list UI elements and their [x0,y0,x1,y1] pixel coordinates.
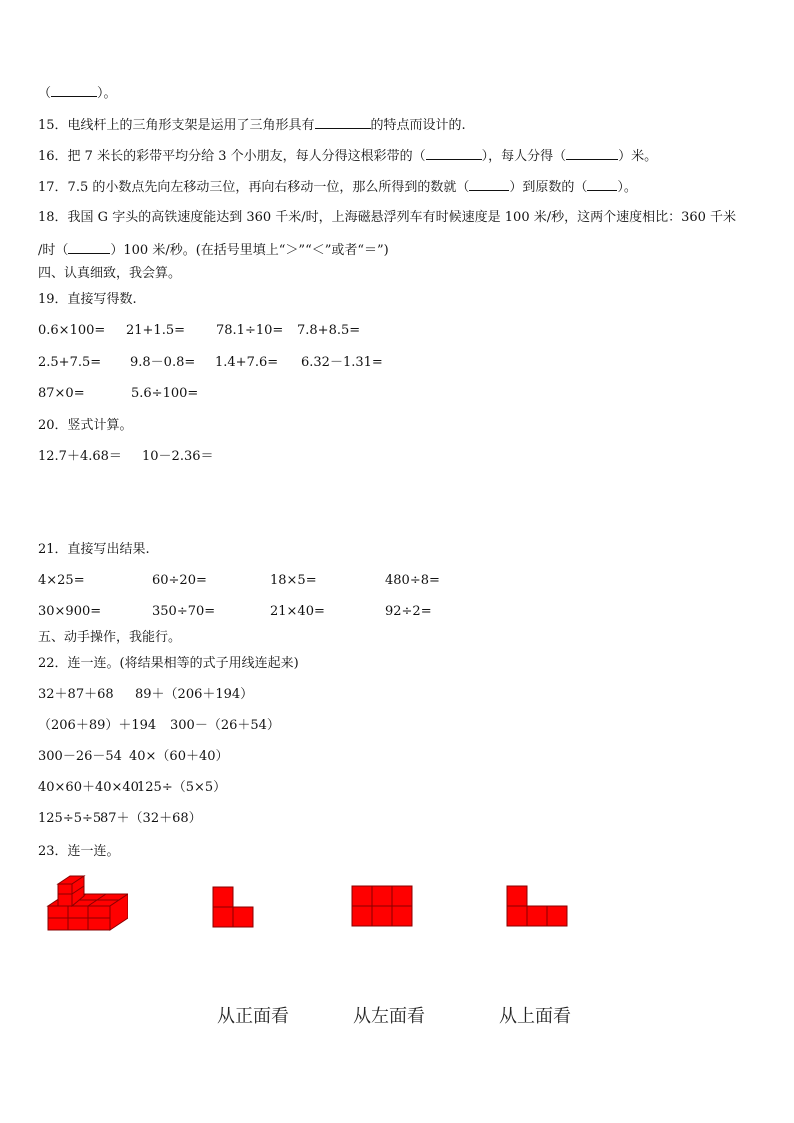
q21-expr: 18×5= [270,573,317,588]
q20-expr: 12.7＋4.68＝ [38,449,122,464]
q21-expr: 92÷2= [385,604,432,619]
caption-top-view[interactable]: 从上面看 [499,1006,571,1027]
q19-expr: 9.8－0.8= [130,355,196,370]
q20-expr: 10－2.36＝ [142,449,214,464]
answer-blank[interactable] [315,116,371,129]
question-16: 16．把 7 米长的彩带平均分给 3 个小朋友，每人分得这根彩带的（ ），每人分得（ ）米。 [38,149,658,164]
q21-expr: 21×40= [270,604,325,619]
answer-blank[interactable] [51,84,97,97]
side-view-figure[interactable] [506,885,568,927]
caption-front-view[interactable]: 从正面看 [217,1006,289,1027]
question-23-title: 23．连一连。 [38,844,120,859]
q22-right-expr[interactable]: 40×（60＋40） [129,749,229,764]
q22-right-expr[interactable]: 89＋（206＋194） [135,687,254,702]
q21-expr: 30×900= [38,604,102,619]
q19-expr: 78.1÷10= [216,323,284,338]
caption-left-view[interactable]: 从左面看 [353,1006,425,1027]
section-4-heading: 四、认真细致，我会算。 [38,266,182,281]
q21-expr: 480÷8= [385,573,440,588]
answer-blank[interactable] [68,241,110,254]
front-view-figure[interactable] [212,886,256,930]
question-18-line-2: /时（ ）100 米/秒。(在括号里填上“＞”“＜”或者“＝”) [38,243,389,258]
q21-expr: 4×25= [38,573,85,588]
question-18-line-1: 18．我国 G 字头的高铁速度能达到 360 千米/时，上海磁悬浮列车有时候速度是 100 米/秒，这两个速度相比：360 千米 [38,210,737,225]
q19-expr: 87×0= [38,386,85,401]
question-21-title: 21．直接写出结果. [38,542,150,557]
answer-blank[interactable] [426,147,482,160]
answer-blank[interactable] [469,178,509,191]
previous-question-tail: （ ）。 [38,86,117,101]
q22-right-expr[interactable]: 87＋（32＋68） [100,811,202,826]
section-5-heading: 五、动手操作，我能行。 [38,630,182,645]
q22-left-expr[interactable]: 40×60＋40×40 [38,780,139,795]
q22-left-expr[interactable]: （206＋89）＋194 [38,718,157,733]
q19-expr: 21+1.5= [126,323,186,338]
q21-expr: 60÷20= [152,573,207,588]
answer-blank[interactable] [566,147,618,160]
q22-right-expr[interactable]: 300－（26＋54） [170,718,280,733]
answer-blank[interactable] [587,178,617,191]
q22-right-expr[interactable]: 125÷（5×5） [137,780,227,795]
q21-expr: 350÷70= [152,604,216,619]
q22-left-expr[interactable]: 300－26－54 [38,749,122,764]
q19-expr: 5.6÷100= [131,386,199,401]
q19-expr: 1.4+7.6= [215,355,279,370]
q22-left-expr[interactable]: 125÷5÷5 [38,811,102,826]
question-20-title: 20．竖式计算。 [38,418,133,433]
question-17: 17．7.5 的小数点先向左移动三位，再向右移动一位，那么所得到的数就（ ）到原数的（ ）。 [38,180,637,195]
top-view-grid-figure[interactable] [351,885,413,927]
question-19-title: 19．直接写得数. [38,292,137,307]
q19-expr: 0.6×100= [38,323,106,338]
q19-expr: 2.5+7.5= [38,355,102,370]
question-22-title: 22．连一连。(将结果相等的式子用线连起来) [38,656,299,671]
cube-stack-3d-figure[interactable] [44,872,128,936]
q19-expr: 6.32－1.31= [301,355,383,370]
q19-expr: 7.8+8.5= [297,323,361,338]
q22-left-expr[interactable]: 32＋87＋68 [38,687,114,702]
question-15: 15．电线杆上的三角形支架是运用了三角形具有 的特点而设计的. [38,118,466,133]
